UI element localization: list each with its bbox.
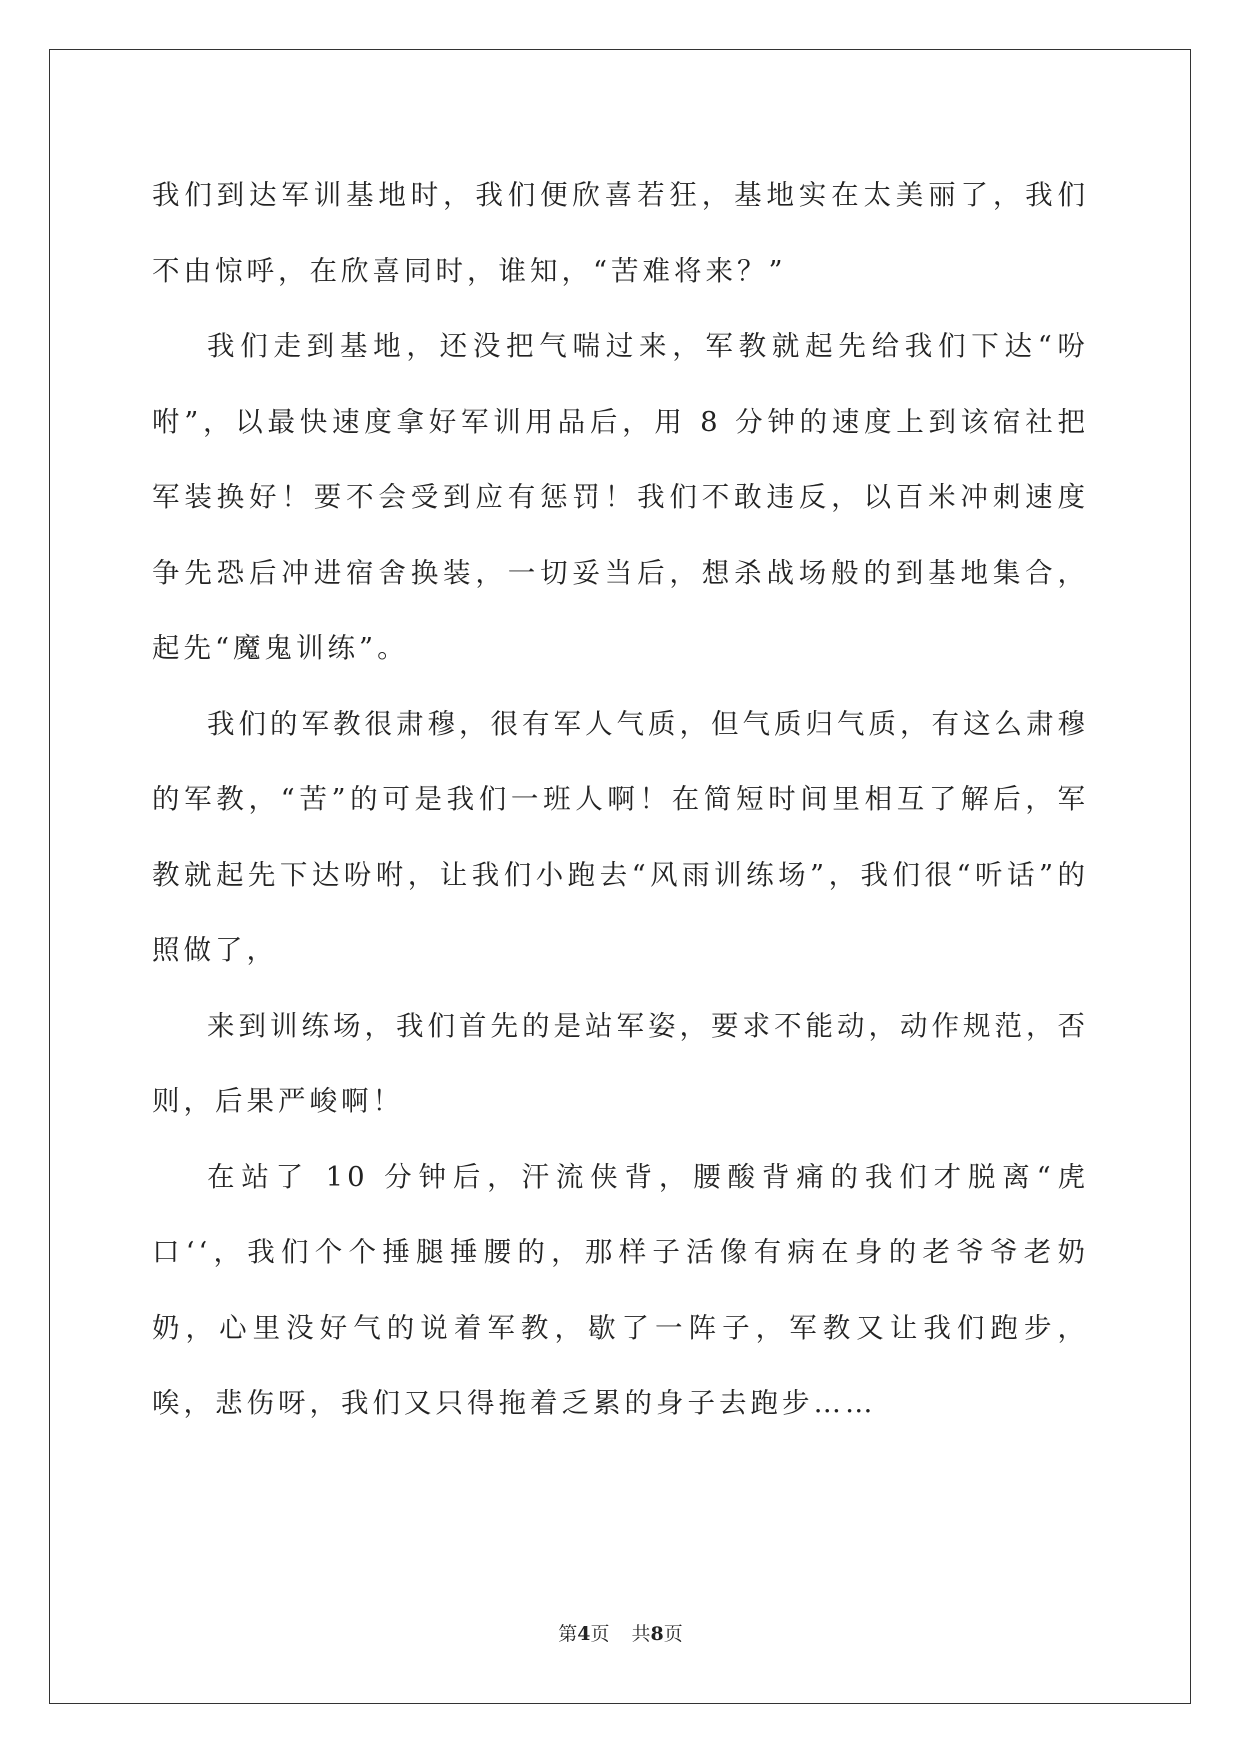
document-body — [152, 158, 1089, 1442]
page-footer — [0, 1619, 1241, 1646]
paragraph-1: 我们到达军训基地时，我们便欣喜若狂，基地实在太美丽了，我们不由惊呼，在欣喜同时，谁知，“苦难将来？” — [152, 179, 1089, 287]
total-pages: 8 — [650, 1623, 664, 1645]
paragraph-4: 来到训练场，我们首先的是站军姿，要求不能动，动作规范，否则，后果严峻啊！ — [152, 1009, 1089, 1117]
page-prefix: 第 — [558, 1623, 578, 1645]
total-suffix: 页 — [663, 1623, 683, 1645]
paragraph-5: 在站了 10 分钟后，汗流侠背，腰酸背痛的我们才脱离“虎口‘‘，我们个个捶腿捶腰的，那样子活像有病在身的老爷爷老奶奶，心里没好气的说着军教，歇了一阵子，军教又让我们跑步，唉，悲伤呀，我们又只得拖着乏累的身子去跑步…… — [152, 1160, 1089, 1419]
page-suffix: 页 — [590, 1623, 610, 1645]
paragraph-3: 我们的军教很肃穆，很有军人气质，但气质归气质，有这么肃穆的军教，“苦”的可是我们一班人啊！在简短时间里相互了解后，军教就起先下达吩咐，让我们小跑去“风雨训练场”，我们很“听话”的照做了， — [152, 707, 1089, 966]
total-prefix: 共 — [631, 1623, 651, 1645]
page-number: 4 — [577, 1623, 591, 1645]
paragraph-2: 我们走到基地，还没把气喘过来，军教就起先给我们下达“吩咐”，以最快速度拿好军训用品后，用 8 分钟的速度上到该宿社把军装换好！要不会受到应有惩罚！我们不敢违反，以百米冲刺速度争先恐后冲进宿舍换装，一切妥当后，想杀战场般的到基地集合，起先“魔鬼训练”。 — [152, 330, 1089, 664]
